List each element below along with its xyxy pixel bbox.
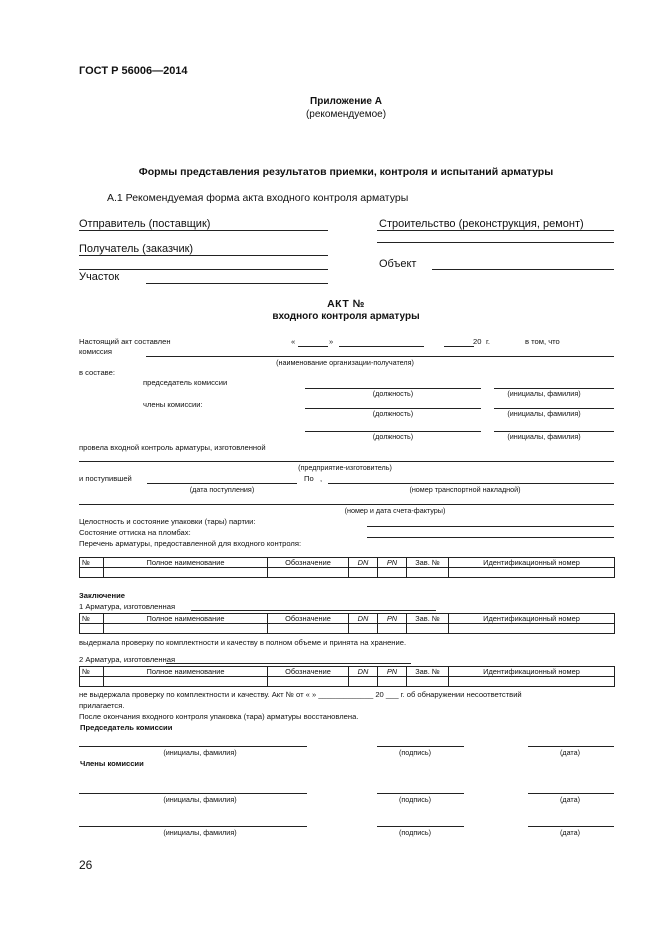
waybill-line[interactable]	[328, 483, 614, 484]
chairman-label: председатель комиссии	[143, 378, 228, 387]
col-name: Полное наименование	[104, 558, 268, 568]
initials-hint-2: (инициалы, фамилия)	[507, 409, 581, 418]
invoice-hint: (номер и дата счета-фактуры)	[344, 506, 446, 515]
arrival-date-hint: (дата поступления)	[189, 485, 255, 494]
position-hint-1: (должность)	[372, 389, 414, 398]
col-id: Идентификационный номер	[449, 558, 615, 568]
table-header-row: № Полное наименование Обозначение DN PN Зав. № Идентификационный номер	[80, 667, 615, 677]
quote-open: «	[291, 337, 296, 346]
year-suffix: г.	[486, 337, 490, 346]
accepted-table	[79, 613, 615, 634]
org-hint: (наименование организации-получателя)	[276, 358, 414, 367]
conclusion-title: Заключение	[79, 591, 126, 600]
manufacturer-hint: (предприятие-изготовитель)	[298, 463, 392, 472]
chairman-initials-hint: (инициалы, фамилия)	[163, 748, 237, 757]
sender-line[interactable]	[79, 230, 328, 231]
sign-chairman-label: Председатель комиссии	[80, 723, 173, 732]
item2-result-line2: прилагается.	[79, 701, 125, 710]
object-label: Объект	[379, 258, 417, 270]
member2-date-line[interactable]	[528, 826, 614, 827]
construction-line[interactable]	[377, 230, 614, 231]
members-label: члены комиссии:	[143, 400, 203, 409]
member1-signature-line[interactable]	[377, 793, 464, 794]
member1-date-line[interactable]	[528, 793, 614, 794]
year-line[interactable]	[444, 346, 474, 347]
initials-hint-3: (инициалы, фамилия)	[507, 432, 581, 441]
initials-hint-1: (инициалы, фамилия)	[507, 389, 581, 398]
standard-number: ГОСТ Р 56006—2014	[79, 65, 188, 77]
commission-label: комиссия	[79, 347, 113, 356]
member1-signature-hint: (подпись)	[399, 795, 431, 804]
intro-text: Настоящий акт составлен	[79, 337, 171, 346]
invoice-line[interactable]	[79, 504, 614, 505]
section-title: Формы представления результатов приемки, контроля и испытаний арматуры	[138, 166, 554, 178]
position-hint-3: (должность)	[372, 432, 414, 441]
composition-label: в составе:	[79, 368, 115, 377]
chairman-date-line[interactable]	[528, 746, 614, 747]
member2-initials-line[interactable]	[79, 826, 307, 827]
member1-date-hint: (дата)	[559, 795, 581, 804]
site-line[interactable]	[146, 283, 328, 284]
armature-list-table	[79, 557, 615, 578]
col-pn: PN	[378, 558, 407, 568]
col-dn: DN	[349, 558, 378, 568]
chairman-date-hint: (дата)	[559, 748, 581, 757]
item2-result-line1: не выдержала проверку по комплектности и качеству. Акт № от « » _____________ 20 ___ г. об обнаружении несоответствий	[79, 690, 522, 699]
item1-result: выдержала проверку по комплектности и качеству в полном объеме и принята на хранение.	[79, 638, 407, 647]
member2-date-hint: (дата)	[559, 828, 581, 837]
receiver-line[interactable]	[79, 255, 328, 256]
construction-line-2[interactable]	[377, 242, 614, 243]
quote-close: »	[329, 337, 334, 346]
restored-text: После окончания входного контроля упаковка (тара) арматуры восстановлена.	[79, 712, 359, 721]
org-line[interactable]	[146, 356, 614, 357]
subsection-title: А.1 Рекомендуемая форма акта входного контроля арматуры	[107, 192, 409, 204]
control-text: провела входной контроль арматуры, изготовленной	[79, 443, 266, 452]
sender-label: Отправитель (поставщик)	[79, 218, 211, 230]
position-hint-2: (должность)	[372, 409, 414, 418]
member1-initials-line[interactable]	[79, 793, 307, 794]
list-label: Перечень арматуры, предоставленной для входного контроля:	[79, 539, 302, 548]
seal-state-label: Состояние оттиска на пломбах:	[79, 528, 191, 537]
comma: ,	[320, 474, 323, 483]
member2-initials-hint: (инициалы, фамилия)	[163, 828, 237, 837]
receiver-line-2[interactable]	[79, 269, 328, 270]
seal-state-line[interactable]	[367, 537, 614, 538]
package-integrity-label: Целостность и состояние упаковки (тары) партии:	[79, 517, 256, 526]
page-number: 26	[79, 858, 93, 872]
table-row[interactable]	[80, 568, 615, 578]
table-row[interactable]	[80, 624, 615, 634]
table-row[interactable]	[80, 677, 615, 687]
by-label: По	[304, 474, 314, 483]
chairman-signature-line[interactable]	[377, 746, 464, 747]
receiver-label: Получатель (заказчик)	[79, 243, 194, 255]
chairman-signature-hint: (подпись)	[399, 748, 431, 757]
member1-initials-hint: (инициалы, фамилия)	[163, 795, 237, 804]
conclusion-item1: 1 Арматура, изготовленная	[79, 602, 176, 611]
col-serial: Зав. №	[407, 558, 449, 568]
arrival-date-line[interactable]	[147, 483, 297, 484]
chairman-initials-line[interactable]	[79, 746, 307, 747]
package-integrity-line[interactable]	[367, 526, 614, 527]
year-prefix: 20	[473, 337, 482, 346]
table-header-row	[80, 558, 615, 568]
manufacturer-line[interactable]	[79, 461, 614, 462]
member2-signature-hint: (подпись)	[399, 828, 431, 837]
conclusion-item2: 2 Арматура, изготовленная	[79, 655, 176, 664]
appendix-subtitle: (рекомендуемое)	[305, 109, 387, 120]
act-subtitle: входного контроля арматуры	[272, 311, 420, 322]
table-header-row: № Полное наименование Обозначение DN PN Зав. № Идентификационный номер	[80, 614, 615, 624]
appendix-title: Приложение А	[310, 96, 382, 107]
waybill-hint: (номер транспортной накладной)	[409, 485, 521, 494]
commission-word: в том, что	[525, 337, 560, 346]
col-designation: Обозначение	[268, 558, 349, 568]
month-line[interactable]	[339, 346, 424, 347]
item1-manufacturer-line[interactable]	[191, 610, 436, 611]
act-title: АКТ №	[327, 298, 365, 310]
sign-members-label: Члены комиссии	[80, 759, 144, 768]
item2-manufacturer-line[interactable]	[166, 663, 411, 664]
col-no: №	[80, 558, 104, 568]
site-label: Участок	[79, 271, 120, 283]
rejected-table	[79, 666, 615, 687]
object-line[interactable]	[432, 269, 614, 270]
member2-signature-line[interactable]	[377, 826, 464, 827]
construction-label: Строительство (реконструкция, ремонт)	[379, 218, 584, 230]
day-line[interactable]	[298, 346, 328, 347]
arrived-label: и поступившей	[79, 474, 132, 483]
